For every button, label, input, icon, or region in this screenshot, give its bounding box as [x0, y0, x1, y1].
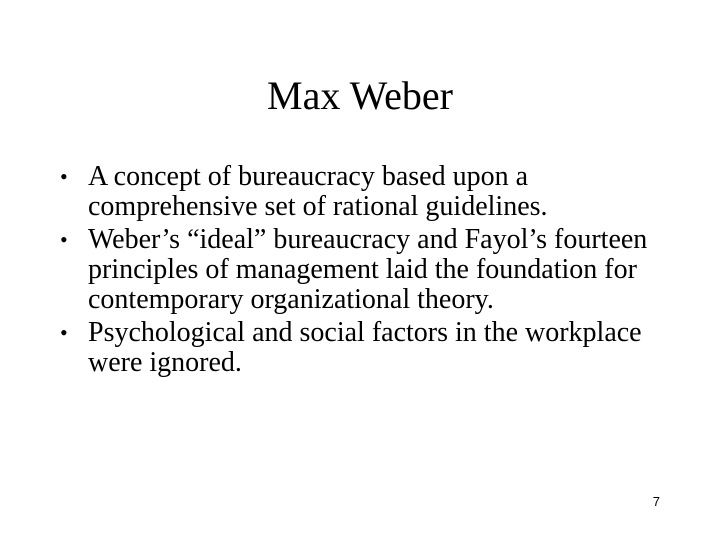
bullet-text: A concept of bureaucracy based upon a comprehensive set of rational guidelines.	[88, 161, 548, 222]
bullet-icon: •	[60, 320, 68, 345]
bullet-icon: •	[60, 227, 68, 252]
bullet-icon: •	[60, 164, 68, 189]
bullet-item	[60, 318, 680, 378]
bullet-list	[60, 162, 680, 381]
bullet-item	[60, 225, 680, 315]
bullet-text: Weber’s “ideal” bureaucracy and Fayol’s fourteen principles of management laid the foundation for contemporary organizational theory.	[88, 224, 648, 315]
bullet-item	[60, 162, 680, 222]
page-number: 7	[652, 494, 660, 509]
bullet-text: Psychological and social factors in the workplace were ignored.	[88, 317, 642, 378]
slide-title: Max Weber	[267, 73, 453, 118]
